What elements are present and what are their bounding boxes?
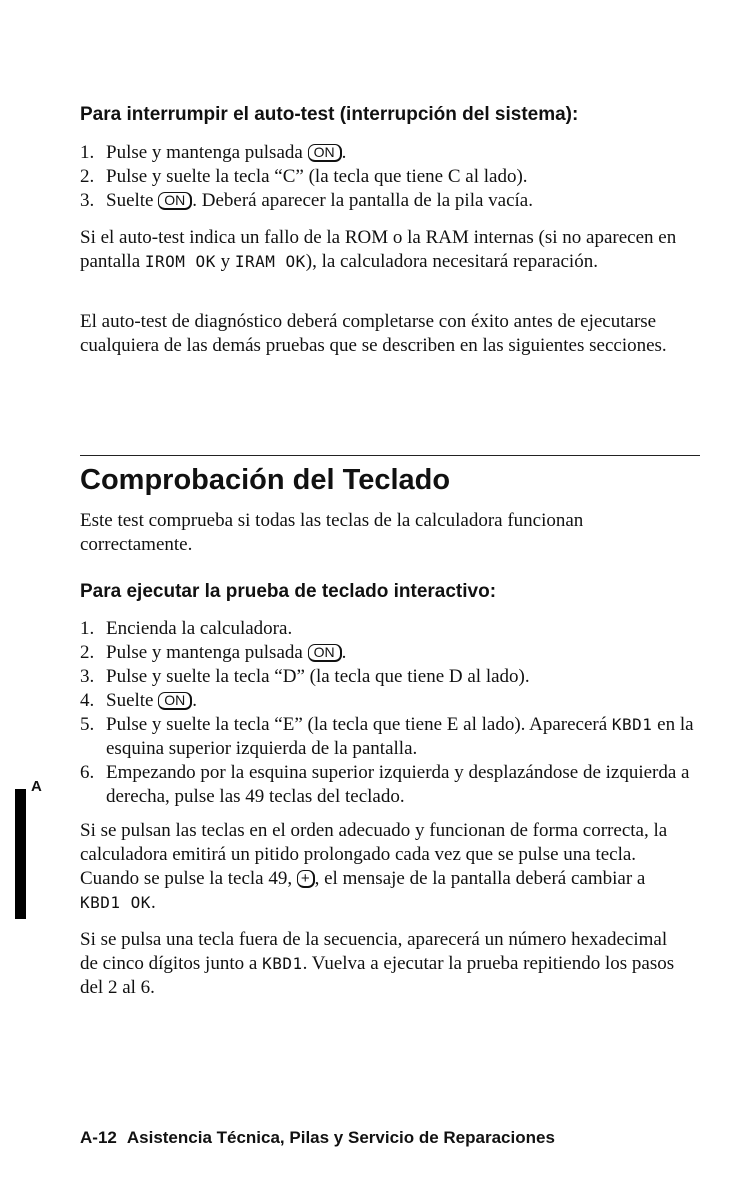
list-item xyxy=(80,689,710,713)
list-item xyxy=(80,189,710,213)
step-number: 3. xyxy=(80,666,95,687)
interrupt-steps xyxy=(80,141,710,213)
step-text: Suelte xyxy=(106,690,159,711)
keyboard-test-heading: Para ejecutar la prueba de teclado interactivo: xyxy=(80,581,497,602)
paragraph-text: y xyxy=(215,251,235,272)
appendix-tab-letter: A xyxy=(31,778,42,795)
plus-key: + xyxy=(297,870,315,888)
footer-title: Asistencia Técnica, Pilas y Servicio de Reparaciones xyxy=(126,1128,555,1147)
list-item xyxy=(80,165,710,189)
step-text: Pulse y suelte la tecla “D” (la tecla que tiene D al lado). xyxy=(106,666,530,687)
list-item xyxy=(80,761,710,809)
step-number: 1. xyxy=(80,618,95,639)
paragraph-text: , el mensaje de la pantalla deberá cambiar a xyxy=(314,868,646,889)
section-title: Comprobación del Teclado xyxy=(80,464,451,496)
step-number: 6. xyxy=(80,762,95,783)
list-item xyxy=(80,665,710,689)
step-number: 3. xyxy=(80,190,95,211)
list-item xyxy=(80,641,710,665)
on-key: ON xyxy=(158,192,192,210)
step-text: Pulse y suelte la tecla “C” (la tecla que tiene C al lado). xyxy=(106,166,528,187)
appendix-tab-bar xyxy=(15,789,26,919)
paragraph-text: Si el auto-test indica un fallo de la ROM o la RAM internas (si no aparecen en pantalla xyxy=(80,227,677,272)
step-text: Pulse y suelte la tecla “E” (la tecla que tiene E al lado). Aparecerá xyxy=(106,714,612,735)
step-text: . Deberá aparecer la pantalla de la pila vacía. xyxy=(192,190,533,211)
step-text: Pulse y mantenga pulsada xyxy=(106,142,308,163)
step-number: 5. xyxy=(80,714,95,735)
paragraph-text: . xyxy=(150,892,156,913)
keyboard-steps xyxy=(80,617,710,809)
lcd-text: IRAM OK xyxy=(234,252,306,271)
page-number: A-12 xyxy=(80,1128,117,1147)
paragraph-text: ), la calculadora necesitará reparación. xyxy=(305,251,598,272)
step-text: . xyxy=(341,142,347,163)
step-text: . xyxy=(341,642,347,663)
list-item xyxy=(80,141,710,165)
beep-paragraph xyxy=(80,819,680,915)
step-text: Encienda la calculadora. xyxy=(106,618,293,639)
step-text: Pulse y mantenga pulsada xyxy=(106,642,308,663)
list-item xyxy=(80,713,710,761)
lcd-text: KBD1 OK xyxy=(80,893,151,912)
interrupt-heading: Para interrumpir el auto-test (interrupción del sistema): xyxy=(80,104,579,125)
step-number: 2. xyxy=(80,642,95,663)
lcd-text: KBD1 xyxy=(262,954,303,973)
paragraph-text: Si se pulsan las teclas en el orden adecuado y funcionan de forma correcta, la calculadora emitirá un pitido prolongado cada vez que se pulse una tecla. Cuando se pulse la tecla 49, xyxy=(80,820,668,889)
step-number: 1. xyxy=(80,142,95,163)
step-number: 2. xyxy=(80,166,95,187)
step-text: Empezando por la esquina superior izquierda y desplazándose de izquierda a derecha, pulse las 49 teclas del teclado. xyxy=(106,762,690,807)
step-text: en la esquina superior izquierda de la pantalla. xyxy=(106,714,694,759)
lcd-text: KBD1 xyxy=(611,715,653,734)
on-key: ON xyxy=(158,692,192,710)
list-item xyxy=(80,617,710,641)
section-divider xyxy=(80,455,700,456)
page-footer xyxy=(80,1128,555,1148)
paragraph-text: . Vuelva a ejecutar la prueba repitiendo los pasos del 2 al 6. xyxy=(80,953,675,998)
rom-ram-paragraph xyxy=(80,226,680,274)
intro-paragraph: Este test comprueba si todas las teclas de la calculadora funcionan correctamente. xyxy=(80,510,584,555)
step-number: 4. xyxy=(80,690,95,711)
lcd-text: IROM OK xyxy=(144,252,216,271)
step-text: Suelte xyxy=(106,190,159,211)
on-key: ON xyxy=(308,144,342,162)
sequence-paragraph xyxy=(80,928,680,1000)
paragraph-text: Si se pulsa una tecla fuera de la secuencia, aparecerá un número hexadecimal de cinco dígitos junto a xyxy=(80,929,668,974)
on-key: ON xyxy=(308,644,342,662)
diagnostic-paragraph: El auto-test de diagnóstico deberá completarse con éxito antes de ejecutarse cualquiera de las demás pruebas que se describen en las siguientes secciones. xyxy=(80,311,667,356)
step-text: . xyxy=(192,690,197,711)
